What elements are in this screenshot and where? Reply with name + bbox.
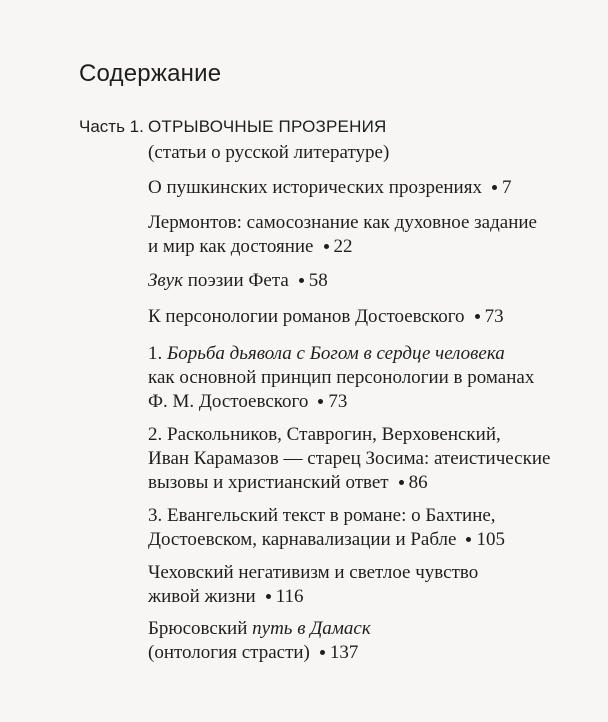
- entry-title-italic: Борьба дьявола с Богом в сердце человека: [167, 343, 505, 364]
- entry-title: Брюсовский: [148, 618, 253, 639]
- bullet-icon: [266, 594, 271, 599]
- entry-page: 58: [308, 270, 328, 291]
- part-subtitle: (статьи о русской литературе): [148, 142, 390, 163]
- toc-entry-dostoevsky-1[interactable]: [148, 342, 534, 414]
- entry-page: 86: [408, 472, 428, 493]
- entry-title: поэзии Фета: [182, 270, 289, 291]
- toc-entry-dostoevsky-2[interactable]: [148, 423, 550, 495]
- bullet-icon: [399, 480, 404, 485]
- entry-page: 137: [329, 642, 359, 663]
- entry-title-line: Иван Карамазов — старец Зосима: атеистические: [148, 448, 551, 469]
- entry-title-line: Лермонтов: самосознание как духовное задание: [148, 212, 537, 233]
- entry-page: 73: [328, 391, 348, 412]
- toc-entry-lermontov[interactable]: [148, 211, 537, 259]
- toc-entry-chekhov[interactable]: [148, 561, 478, 609]
- toc-entry-dostoevsky[interactable]: [148, 305, 504, 329]
- entry-title: К персонологии романов Достоевского: [148, 306, 465, 327]
- entry-title-line: (онтология страсти): [148, 642, 310, 663]
- toc-entry-fet[interactable]: [148, 269, 328, 293]
- entry-title-line: 2. Раскольников, Ставрогин, Верховенский,: [148, 424, 501, 445]
- entry-title-line: и мир как достояние: [148, 236, 314, 257]
- bullet-icon: [466, 537, 471, 542]
- entry-title-line: Достоевском, карнавализации и Рабле: [148, 529, 457, 550]
- bullet-icon: [492, 185, 497, 190]
- toc-entry-pushkin[interactable]: [148, 176, 511, 200]
- entry-title-line: живой жизни: [148, 586, 256, 607]
- entry-title-line: Чеховский негативизм и светлое чувство: [148, 562, 479, 583]
- bullet-icon: [475, 314, 480, 319]
- entry-page: 105: [476, 529, 505, 550]
- bullet-icon: [320, 650, 325, 655]
- part-title: ОТРЫВОЧНЫЕ ПРОЗРЕНИЯ: [148, 117, 387, 136]
- bullet-icon: [324, 244, 329, 249]
- toc-entry-dostoevsky-3[interactable]: [148, 504, 505, 552]
- entry-page: 22: [333, 236, 353, 257]
- entry-title-italic: путь в Дамаск: [252, 618, 371, 639]
- part-label: Часть 1.: [79, 117, 144, 136]
- entry-title-italic: Звук: [148, 270, 183, 291]
- entry-page: 7: [501, 177, 512, 198]
- toc-entry-bryusov[interactable]: [148, 617, 371, 665]
- entry-title-line: Ф. М. Достоевского: [148, 391, 309, 412]
- entry-title-line: 3. Евангельский текст в романе: о Бахтине,: [148, 505, 496, 526]
- bullet-icon: [299, 278, 304, 283]
- entry-page: 73: [484, 306, 504, 327]
- bullet-icon: [318, 399, 323, 404]
- entry-number: 1.: [148, 343, 167, 364]
- page-title: Содержание: [79, 60, 222, 87]
- entry-title: О пушкинских исторических прозрениях: [148, 177, 482, 198]
- entry-title-line: как основной принцип персонологии в романах: [148, 367, 535, 388]
- entry-page: 116: [275, 586, 304, 607]
- entry-title-line: вызовы и христианский ответ: [148, 472, 389, 493]
